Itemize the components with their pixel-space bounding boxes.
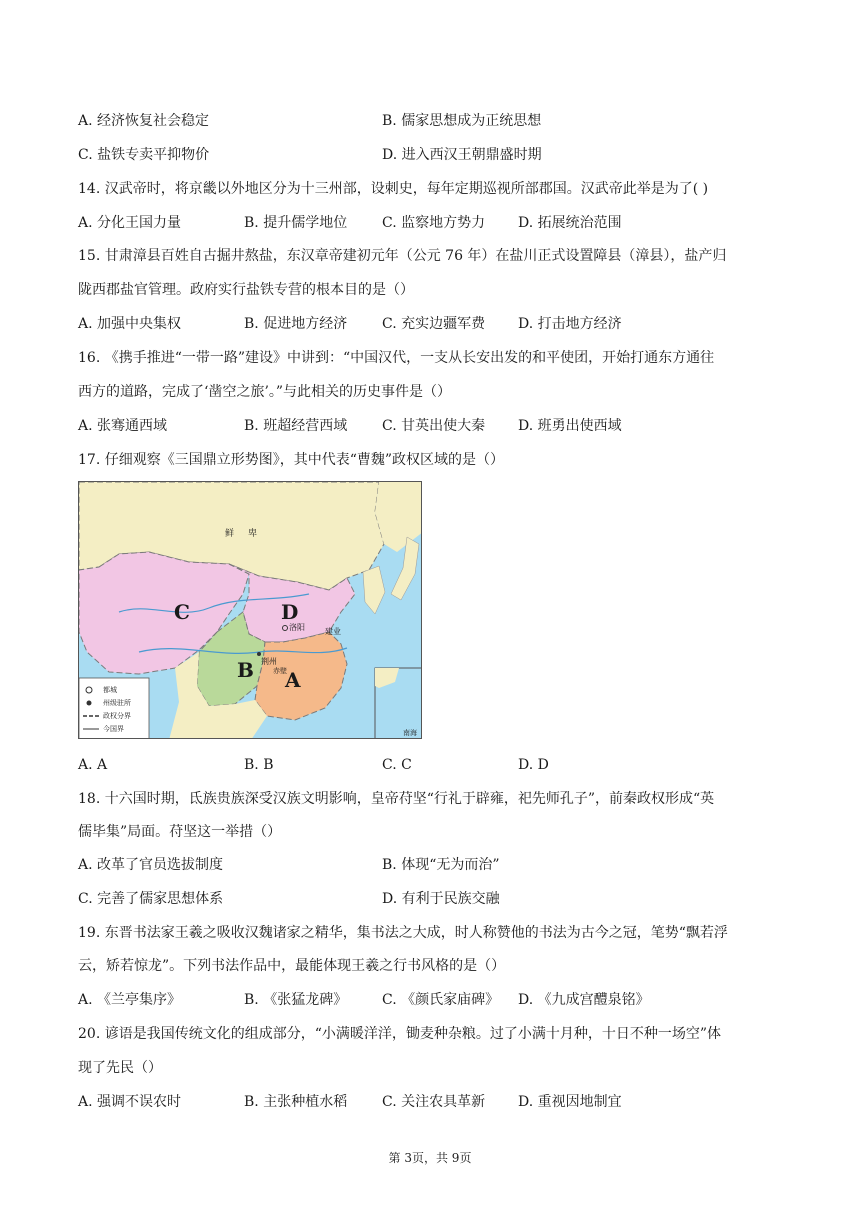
q16-option-a: A. 张骞通西域 (78, 418, 168, 434)
map-label-jingzhou: 荆州 (261, 657, 277, 666)
q15-option-b: B. 促进地方经济 (244, 316, 348, 332)
q15-option-c: C. 充实边疆军费 (382, 316, 486, 332)
q15-stem-line1: 15. 甘肃漳县百姓自古掘井熬盐，东汉章帝建初元年（公元 76 年）在盐川正式设置障县（漳县），盐产归 (78, 248, 727, 264)
q20-option-c: C. 关注农具革新 (382, 1094, 486, 1110)
legend-item-capital: 都城 (103, 686, 117, 694)
q20-option-b: B. 主张种植水稻 (244, 1094, 348, 1110)
q17-stem: 17. 仔细观察《三国鼎立形势图》，其中代表“曹魏”政权区域的是（） (78, 452, 505, 468)
q17-option-a: A. A (78, 757, 108, 773)
q18-stem-line1: 18. 十六国时期，氐族贵族深受汉族文明影响，皇帝苻坚“行礼于辟雍，祀先师孔子”，前秦政权形成“英 (78, 791, 715, 807)
q18-option-b: B. 体现“无为而治” (382, 857, 500, 873)
q14-stem: 14. 汉武帝时，将京畿以外地区分为十三州部，设刺史，每年定期巡视所部郡国。汉武帝此举是为了( ) (78, 181, 709, 197)
q15-stem-line2: 陇西郡盐官管理。政府实行盐铁专营的根本目的是（） (78, 282, 414, 298)
q19-option-c: C. 《颜氏家庙碑》 (382, 992, 500, 1008)
q16-option-b: B. 班超经营西域 (244, 418, 348, 434)
q19-option-a: A. 《兰亭集序》 (78, 992, 182, 1008)
q16-option-c: C. 甘英出使大秦 (382, 418, 486, 434)
q14-option-a: A. 分化王国力量 (78, 215, 182, 231)
q16-stem-line1: 16. 《携手推进“一带一路”建设》中讲到：“中国汉代，一支从长安出发的和平使团，开始打通东方通往 (78, 350, 715, 366)
map-label-nanhai: 南海 (403, 729, 417, 737)
map-label-luoyang: 洛阳 (289, 623, 305, 632)
map-label-a: A (285, 668, 301, 692)
q17-option-c: C. C (382, 757, 412, 773)
map-label-b: B (237, 658, 254, 682)
q18-option-a: A. 改革了官员选拔制度 (78, 857, 224, 873)
map-label-chibi: 赤壁 (273, 667, 287, 675)
q13-option-d: D. 进入西汉王朝鼎盛时期 (382, 147, 542, 163)
map-label-c: C (174, 600, 190, 624)
q13-option-a: A. 经济恢复社会稳定 (78, 113, 210, 129)
q19-stem-line1: 19. 东晋书法家王羲之吸收汉魏诸家之精华，集书法之大成，时人称赞他的书法为古今之冠，笔势“飘若浮 (78, 925, 728, 941)
page-footer: 第 3页，共 9页 (388, 1151, 472, 1165)
legend-item-state-seat: 州级驻所 (103, 699, 131, 707)
three-kingdoms-map (78, 481, 422, 739)
q14-option-d: D. 拓展统治范围 (518, 215, 622, 231)
q15-option-a: A. 加强中央集权 (78, 316, 182, 332)
legend-item-border: 今国界 (103, 725, 124, 733)
q20-stem-line1: 20. 谚语是我国传统文化的组成部分，“小满暖洋洋，锄麦种杂粮。过了小满十月种，十日不种一场空”体 (78, 1026, 722, 1042)
q17-option-d: D. D (518, 757, 549, 773)
q18-stem-line2: 儒毕集”局面。苻坚这一举措（） (78, 824, 282, 840)
q13-option-b: B. 儒家思想成为正统思想 (382, 113, 542, 129)
state-seat-symbol-icon (87, 701, 92, 706)
map-label-xianbei: 鲜卑 (225, 529, 272, 539)
q19-option-b: B. 《张猛龙碑》 (244, 992, 348, 1008)
q19-option-d: D. 《九成宫醴泉铭》 (518, 992, 650, 1008)
q16-option-d: D. 班勇出使西域 (518, 418, 622, 434)
q19-stem-line2: 云，矫若惊龙”。下列书法作品中，最能体现王羲之行书风格的是（） (78, 958, 506, 974)
q16-stem-line2: 西方的道路，完成了‘凿空之旅’。”与此相关的历史事件是（） (78, 384, 452, 400)
q14-option-b: B. 提升儒学地位 (244, 215, 348, 231)
q20-option-d: D. 重视因地制宜 (518, 1094, 622, 1110)
map-label-jianye: 建业 (325, 627, 341, 636)
q18-option-d: D. 有利于民族交融 (382, 891, 500, 907)
q14-option-c: C. 监察地方势力 (382, 215, 486, 231)
q20-option-a: A. 强调不误农时 (78, 1094, 182, 1110)
q17-option-b: B. B (244, 757, 274, 773)
q13-option-c: C. 盐铁专卖平抑物价 (78, 147, 210, 163)
legend-item-boundary: 政权分界 (103, 712, 131, 720)
q20-stem-line2: 现了先民（） (78, 1060, 162, 1076)
map-label-d: D (281, 600, 299, 624)
q18-option-c: C. 完善了儒家思想体系 (78, 891, 224, 907)
q15-option-d: D. 打击地方经济 (518, 316, 622, 332)
